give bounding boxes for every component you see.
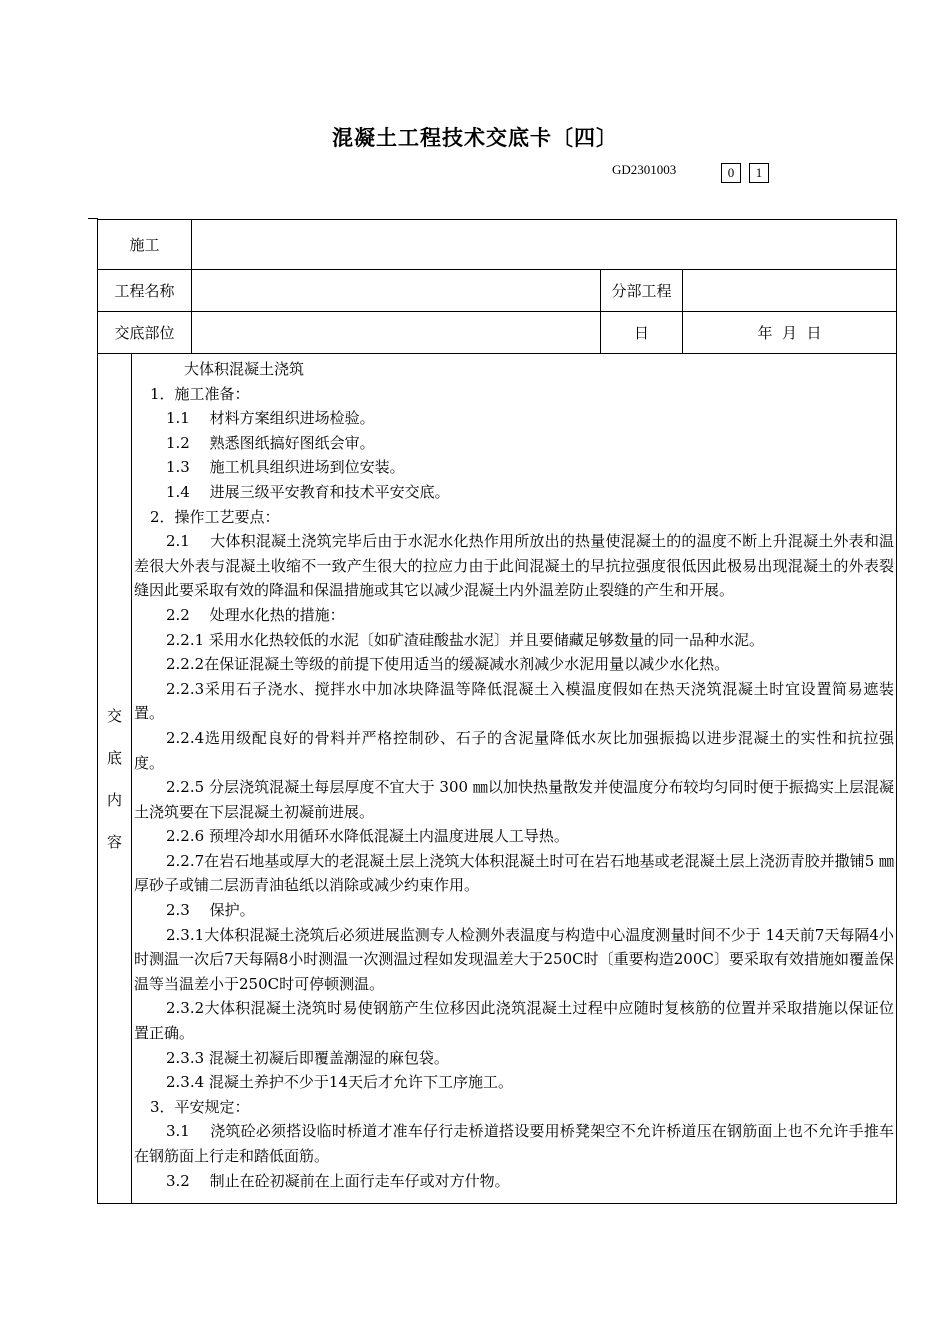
date-value: 年 月 日 [683, 312, 897, 354]
document-code: GD2301003 [612, 162, 677, 177]
subproject-label: 分部工程 [601, 270, 683, 312]
content-line: 1.2 熟悉图纸搞好图纸会审。 [166, 433, 375, 452]
content-line: 3．平安规定： [150, 1097, 250, 1116]
content-line: 2．操作工艺要点： [150, 507, 280, 526]
content-line: 2.2.3采用石子浇水、搅拌水中加冰块降温等降低混凝土入模温度假如在热天浇筑混凝土时宜设置简易遮装置。 [134, 679, 895, 723]
content-line: 2.2.2在保证混凝土等级的前提下使用适当的缓凝减水剂减少水泥用量以减少水化热。 [166, 655, 730, 674]
content-line: 1.3 施工机具组织进场到位安装。 [166, 458, 405, 477]
content-line: 2.2.5 分层浇筑混凝土每层厚度不宜大于 300 ㎜以加快热量散发并使温度分布较均匀同时便于振捣实上层混凝土浇筑要在下层混凝土初凝前进展。 [134, 778, 895, 821]
content-line: 大体积混凝土浇筑 [184, 360, 305, 378]
content-line: 2.3.4 混凝土养护不少于14天后才允许下工序施工。 [166, 1073, 514, 1092]
disclosure-content [132, 354, 897, 1204]
content-line: 1.1 材料方案组织进场检验。 [166, 409, 375, 428]
side-char: 内 [106, 790, 122, 809]
content-line: 2.2 处理水化热的措施： [166, 605, 345, 624]
content-line: 2.2.7在岩石地基或厚大的老混凝土层上浇筑大体积混凝土时可在岩石地基或老混凝土层上浇沥青胶并撒铺5 ㎜厚砂子或铺二层沥青油毡纸以消除或减少约束作用。 [134, 851, 895, 895]
date-label: 日 [601, 312, 683, 354]
content-line: 2.2.6 预埋冷却水用循环水降低混凝土内温度进展人工导热。 [166, 827, 569, 846]
construction-label: 施工 [98, 220, 192, 270]
code-box-2: 1 [749, 163, 769, 183]
content-line: 3.1 浇筑砼必须搭设临时桥道才准车仔行走桥道搭设要用桥凳架空不允许桥道压在钢筋面上也不允许手推车在钢筋面上行走和踏低面筋。 [134, 1122, 895, 1165]
subproject-value [683, 270, 897, 312]
side-char: 交 [106, 706, 122, 725]
location-label: 交底部位 [98, 312, 192, 354]
content-line: 2.3.3 混凝土初凝后即覆盖潮湿的麻包袋。 [166, 1048, 449, 1067]
project-name-label: 工程名称 [98, 270, 192, 312]
content-line: 2.3.1大体积混凝土浇筑后必须进展监测专人检测外表温度与构造中心温度测量时间不少于 14天前7天每隔4小时测温一次后7天每隔8小时测温一次测温过程如发现温差大于250C时〔重要构造200C〕要采取有效措施如覆盖保温等当温差小于250C时可停顿测温。 [134, 925, 895, 993]
content-side-label [98, 354, 132, 1204]
content-line: 2.3.2大体积混凝土浇筑时易使钢筋产生位移因此浇筑混凝土过程中应随时复核筋的位置并采取措施以保证位置正确。 [134, 999, 895, 1043]
content-line: 2.2.1 采用水化热较低的水泥〔如矿渣硅酸盐水泥〕并且要储藏足够数量的同一品种水泥。 [166, 630, 764, 649]
content-line: 3.2 制止在砼初凝前在上面行走车仔或对方什物。 [166, 1171, 510, 1190]
side-char: 底 [106, 748, 122, 767]
content-line: 2.1 大体积混凝土浇筑完毕后由于水泥水化热作用所放出的热量使混凝土的的温度不断上升混凝土外表和温差很大外表与混凝土收缩不一致产生很大的拉应力由于此间混凝土的早抗拉强度很低因此极易出现混凝土的外表裂缝因此要采取有效的降温和保温措施或其它以减少混凝土内外温差防止裂缝的产生和开展。 [134, 532, 895, 600]
content-line: 2.3 保护。 [166, 901, 255, 920]
content-line: 1.4 进展三级平安教育和技术平安交底。 [166, 482, 450, 501]
side-char: 容 [106, 832, 122, 851]
project-name-value [192, 270, 601, 312]
content-line: 2.2.4选用级配良好的骨料并严格控制砂、石子的含泥量降低水灰比加强振捣以进步混凝土的实性和抗拉强度。 [134, 728, 895, 772]
location-value [192, 312, 601, 354]
disclosure-card-table [97, 219, 897, 1204]
code-box-1: 0 [721, 163, 741, 183]
content-line: 1．施工准备： [150, 384, 250, 403]
page-title: 混凝土工程技术交底卡〔四〕 [332, 126, 618, 150]
construction-value [192, 220, 897, 270]
